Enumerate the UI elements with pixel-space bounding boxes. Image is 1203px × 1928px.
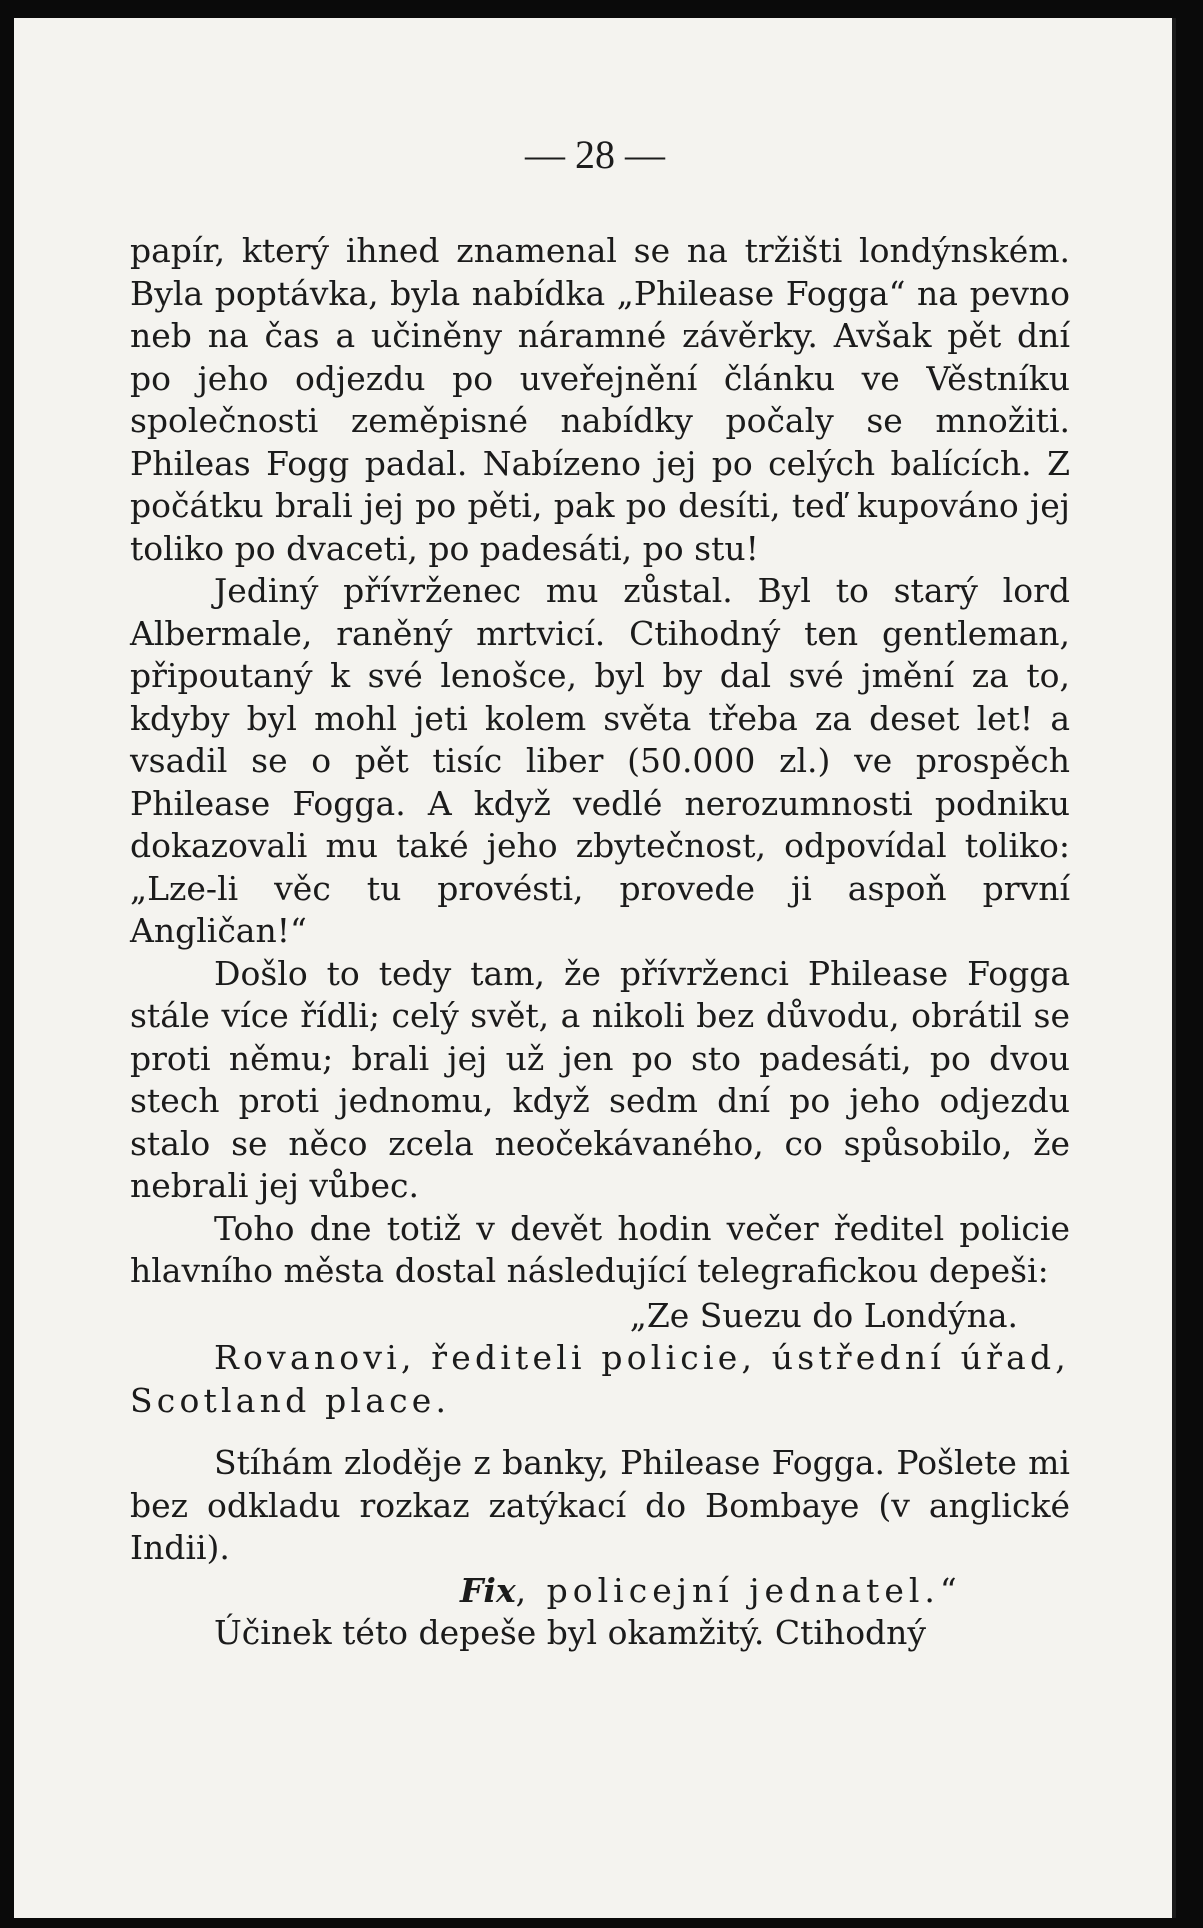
telegram-signature (130, 1570, 1070, 1613)
telegram-body: Stíhám zloděje z banky, Philease Fogga. Pošlete mi bez odkladu rozkaz zatýkací do Bombaye (v anglické Indii). (130, 1443, 1070, 1567)
paragraph-3: Došlo to tedy tam, že přívrženci Philease Fogga stále více řídli; celý svět, a nikoli bez důvodu, obrátil se proti němu; brali jej už jen po sto padesáti, po dvou stech proti jednomu, když sedm dní po jeho odjezdu stalo se něco zcela neočekávaného, co spůsobilo, že nebrali jej vůbec. (130, 953, 1070, 1205)
signature-title: , policejní jednatel.“ (515, 1570, 962, 1610)
closing-line: Účinek této depeše byl okamžitý. Ctihodný (214, 1613, 927, 1652)
paragraph-1: papír, který ihned znamenal se na tržišti londýnském. Byla poptávka, byla nabídka „Philease Fogga“ na pevno neb na čas a učiněny náramné závěrky. Avšak pět dní po jeho odjezdu po uveřejnění článku ve Věstníku společnosti zeměpisné nabídky počaly se množiti. Phileas Fogg padal. Nabízeno jej po celých balících. Z počátku brali jej po pěti, pak po desíti, teď kupováno jej toliko po dvaceti, po padesáti, po stu! (130, 231, 1070, 568)
telegram-address: Rovanovi, řediteli policie, ústřední úřad, Scotland place. (130, 1338, 1070, 1420)
page-edge (1172, 18, 1176, 1918)
book-page (14, 18, 1176, 1918)
signature-name: Fix (460, 1570, 516, 1610)
paragraph-4: Toho dne totiž v devět hodin večer ředitel policie hlavního města dostal následující telegrafickou depeši: (130, 1208, 1070, 1290)
telegram-header: „Ze Suezu do Londýna. (629, 1295, 1018, 1335)
body-text (130, 230, 1070, 1655)
paragraph-2: Jediný přívrženec mu zůstal. Byl to starý lord Albermale, raněný mrtvicí. Ctihodný ten gentleman, připoutaný k své lenošce, byl by dal své jmění za to, kdyby byl mohl jeti kolem světa třeba za deset let! a vsadil se o pět tisíc liber (50.000 zl.) ve prospěch Philease Fogga. A když vedlé nerozumnosti podniku dokazovali mu také jeho zbytečnost, odpovídal toliko: „Lze-li věc tu provésti, provede ji aspoň první Angličan!“ (130, 571, 1070, 950)
page-number: — 28 — (525, 132, 665, 177)
